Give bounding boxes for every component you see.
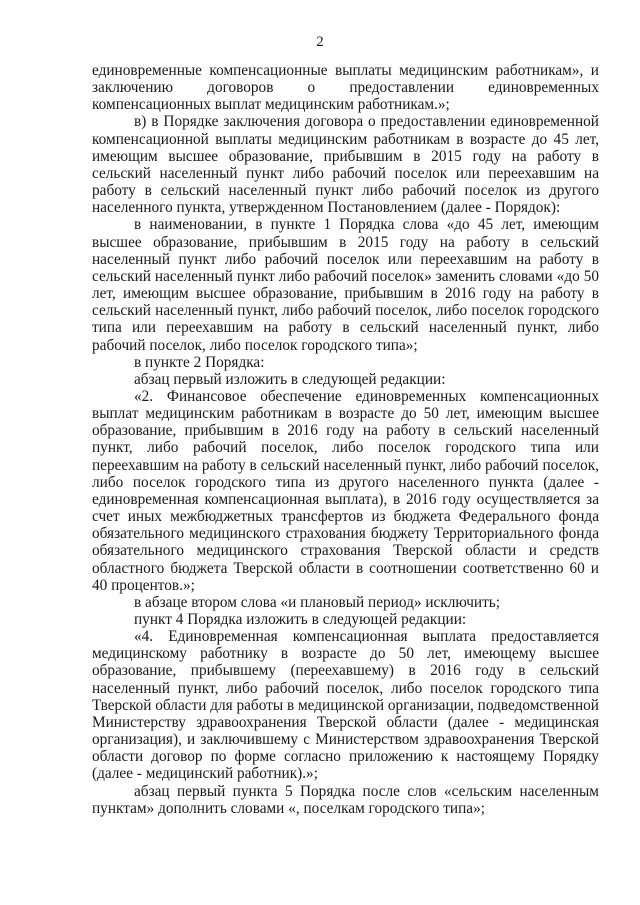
paragraph-second-abzac: в абзаце втором слова «и плановый период» исключить; bbox=[134, 593, 501, 611]
paragraph-point-4-intro: пункт 4 Порядка изложить в следующей редакции: bbox=[134, 611, 467, 628]
paragraph-point-4-text: «4. Единовременная компенсационная выплата предоставляется медицинскому работнику в возрасте до 50 лет, имеющему высшее образование, прибывшему (переехавшему) в 2016 году в сельский населенный пункт, либо рабочий поселок, либо поселок городского типа Тверской области для работы в медицинской организации, подведомственной Министерству здравоохранения Тверской области (далее - медицинская организация), и заключившему с Министерством здравоохранения Тверской области договор по форме согласно приложению к настоящему Порядку (далее - медицинский работник).»; bbox=[92, 628, 599, 783]
page-number: 2 bbox=[316, 34, 324, 50]
paragraph-point-2-intro: в пункте 2 Порядка: bbox=[134, 353, 265, 371]
paragraph-point-2-text: «2. Финансовое обеспечение единовременных компенсационных выплат медицинским работникам в возрасте до 50 лет, имеющим высшее образование, прибывшим в 2016 году на работу в сельский населенный пункт, либо рабочий поселок, либо поселок городского типа или переехавшим на работу в сельский населенный пункт, либо рабочий поселок, либо поселок городского типа из другого населенного пункта (далее - единовременная компенсационная выплата), в 2016 году осуществляется за счет иных межбюджетных трансфертов из бюджета Федерального фонда обязательного медицинского страхования бюджету Территориального фонда обязательного медицинского страхования Тверской области и средств областного бюджета Тверской области в соотношении соответственно 60 и 40 процентов.»; bbox=[92, 387, 599, 594]
document-body bbox=[92, 62, 599, 817]
paragraph-naming-change: в наименовании, в пункте 1 Порядка слова «до 45 лет, имеющим высшее образование, прибывшим в 2015 году на работу в сельский населенный пункт либо рабочий поселок или переехавшим на работу в сельский населенный пункт либо рабочий поселок» заменить словами «до 50 лет, имеющим высшее образование, прибывшим в 2016 году на работу в сельский населенный пункт, либо рабочий поселок, либо поселок городского типа или переехавшим на работу в сельский населенный пункт, либо рабочий поселок, либо поселок городского типа»; bbox=[92, 216, 599, 354]
paragraph-point-5-change: абзац первый пункта 5 Порядка после слов «сельским населенным пунктам» дополнить словами «, поселкам городского типа»; bbox=[92, 782, 599, 817]
paragraph-continuation: единовременные компенсационные выплаты медицинским работникам», и заключению договоров о предоставлении единовременных компенсационных выплат медицинским работникам.»; bbox=[92, 62, 599, 114]
paragraph-first-abzac-intro: абзац первый изложить в следующей редакции: bbox=[134, 370, 446, 388]
paragraph-item-v: в) в Порядке заключения договора о предоставлении единовременной компенсационной выплаты медицинским работникам в возрасте до 45 лет, имеющим высшее образование, прибывшим в 2015 году на работу в сельский населенный пункт либо рабочий поселок или переехавшим на работу в сельский населенный пункт либо рабочий поселок из другого населенного пункта, утвержденном Постановлением (далее - Порядок): bbox=[92, 113, 599, 217]
